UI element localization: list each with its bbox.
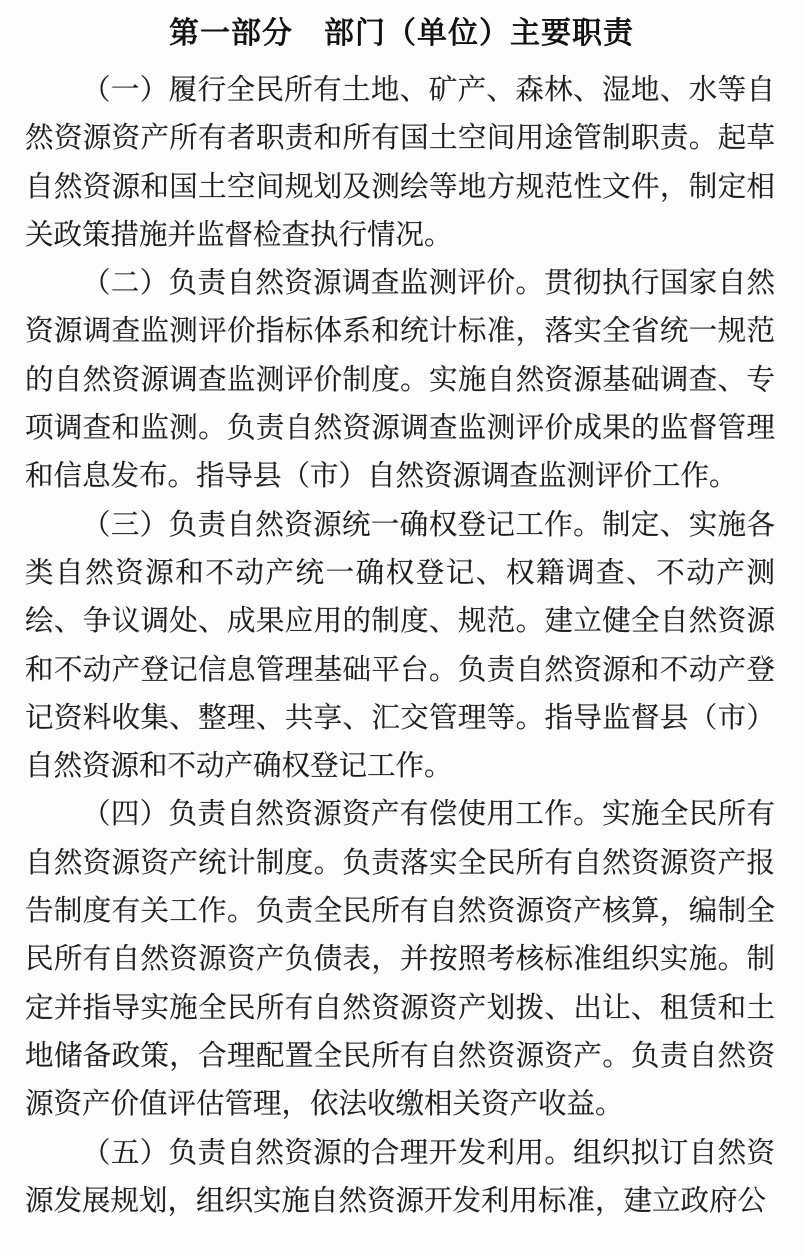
document-body: [0, 53, 803, 1226]
paragraph-5: （五）负责自然资源的合理开发利用。组织拟订自然资源发展规划，组织实施自然资源开发利用标准，建立政府公: [25, 1137, 775, 1217]
paragraph-4: （四）负责自然资源资产有偿使用工作。实施全民所有自然资源资产统计制度。负责落实全民所有自然资源资产报告制度有关工作。负责全民所有自然资源资产核算，编制全民所有自然资源资产负债表，并按照考核标准组织实施。制定并指导实施全民所有自然资源资产划拨、出让、租赁和土地储备政策，合理配置全民所有自然资源资产。负责自然资源资产价值评估管理，依法收缴相关资产收益。: [25, 799, 775, 1121]
paragraph-3: （三）负责自然资源统一确权登记工作。制定、实施各类自然资源和不动产统一确权登记、权籍调查、不动产测绘、争议调处、成果应用的制度、规范。建立健全自然资源和不动产登记信息管理基础平台。负责自然资源和不动产登记资料收集、整理、共享、汇交管理等。指导监督县（市）自然资源和不动产确权登记工作。: [25, 509, 775, 783]
paragraph-1: （一）履行全民所有土地、矿产、森林、湿地、水等自然资源资产所有者职责和所有国土空间用途管制职责。起草自然资源和国土空间规划及测绘等地方规范性文件，制定相关政策措施并监督检查执行情况。: [25, 75, 775, 251]
paragraph-2: （二）负责自然资源调查监测评价。贯彻执行国家自然资源调查监测评价指标体系和统计标准，落实全省统一规范的自然资源调查监测评价制度。实施自然资源基础调查、专项调查和监测。负责自然资源调查监测评价成果的监督管理和信息发布。指导县（市）自然资源调查监测评价工作。: [25, 268, 775, 493]
document-title: 第一部分 部门（单位）主要职责: [169, 17, 634, 50]
